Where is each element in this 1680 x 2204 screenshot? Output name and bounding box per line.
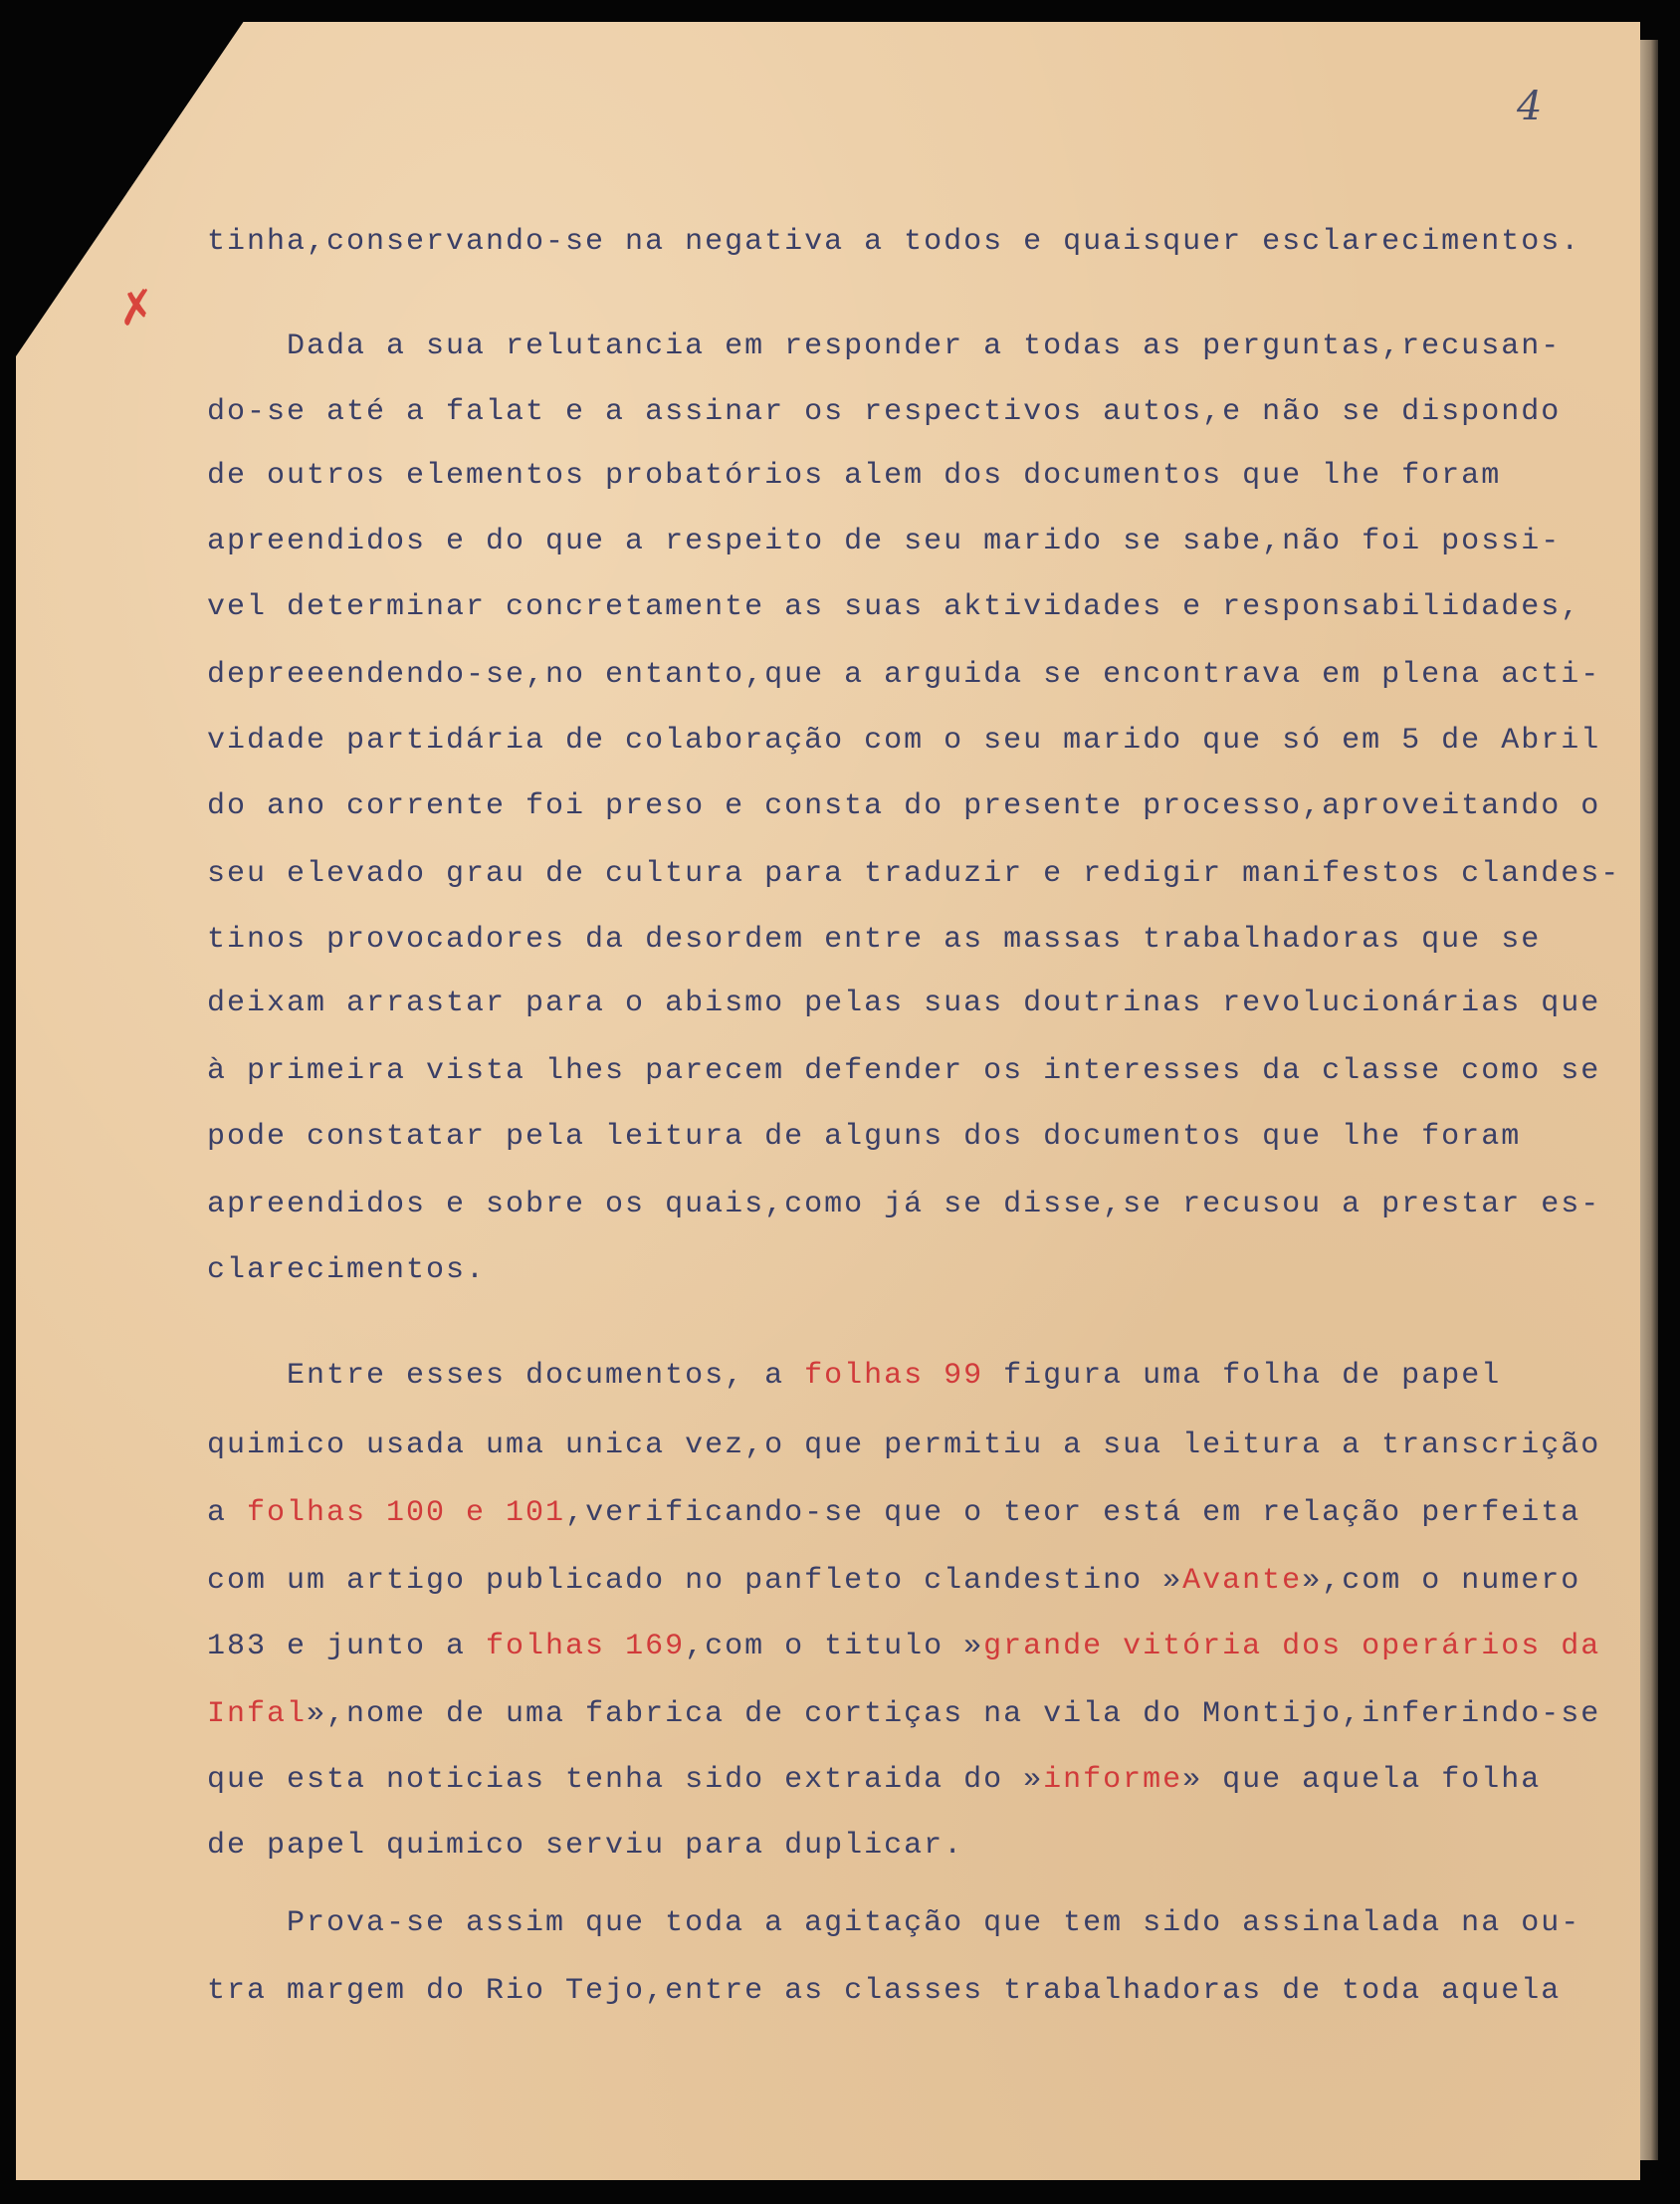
text-line: deixam arrastar para o abismo pelas suas doutrinas revolucionárias que — [207, 987, 1601, 1020]
red-reference: folhas 169 — [486, 1630, 686, 1663]
text-line: vidade partidária de colaboração com o seu marido que só em 5 de Abril — [207, 724, 1601, 758]
red-reference: folhas 100 e 101 — [247, 1496, 566, 1530]
text-segment: Entre esses documentos, a — [207, 1359, 805, 1393]
text-line: apreendidos e do que a respeito de seu marido se sabe,não foi possi- — [207, 525, 1562, 558]
text-segment: figura uma folha de papel — [983, 1359, 1502, 1393]
red-reference: folhas 99 — [804, 1359, 984, 1393]
text-line: apreendidos e sobre os quais,como já se disse,se recusou a prestar es- — [207, 1188, 1601, 1221]
text-line: vel determinar concretamente as suas aktividades e responsabilidades, — [207, 590, 1581, 624]
text-segment: com um artigo publicado no panfleto clandestino » — [207, 1564, 1183, 1598]
text-line: depreeendendo-se,no entanto,que a arguida se encontrava em plena acti- — [207, 658, 1601, 692]
page-number: 4 — [1517, 84, 1543, 129]
text-line: tinha,conservando-se na negativa a todos e quaisquer esclarecimentos. — [207, 225, 1581, 259]
text-segment: a — [207, 1496, 248, 1530]
text-line: tinos provocadores da desordem entre as massas trabalhadoras que se — [207, 923, 1542, 957]
margin-mark: ✗ — [113, 278, 160, 337]
text-line: do ano corrente foi preso e consta do presente processo,aproveitando o — [207, 789, 1601, 823]
text-line: à primeira vista lhes parecem defender os interesses da classe como se — [207, 1054, 1601, 1088]
text-line — [207, 1358, 1600, 1394]
text-line: quimico usada uma unica vez,o que permitiu a sua leitura a transcrição — [207, 1429, 1601, 1462]
text-line: seu elevado grau de cultura para traduzir e redigir manifestos clandes- — [207, 857, 1621, 891]
page-stack-edge — [1640, 40, 1658, 2160]
text-line: de papel quimico serviu para duplicar. — [207, 1829, 964, 1863]
text-line: Prova-se assim que toda a agitação que tem sido assinalada na ou- — [207, 1906, 1581, 1940]
text-line — [207, 1696, 1600, 1732]
text-segment: que esta noticias tenha sido extraida do » — [207, 1763, 1044, 1797]
text-line: de outros elementos probatórios alem dos documentos que lhe foram — [207, 459, 1502, 493]
text-line: clarecimentos. — [207, 1253, 487, 1287]
text-line — [207, 1762, 1600, 1798]
red-reference: Avante — [1182, 1564, 1303, 1598]
text-line — [207, 1629, 1600, 1664]
text-line: do-se até a falat e a assinar os respectivos autos,e não se dispondo — [207, 395, 1562, 429]
red-reference: Infal — [207, 1697, 308, 1731]
text-segment: »,com o numero — [1302, 1564, 1581, 1598]
text-segment: » que aquela folha — [1182, 1763, 1542, 1797]
text-segment: 183 e junto a — [207, 1630, 487, 1663]
text-line — [207, 1495, 1600, 1531]
text-segment: ,verificando-se que o teor está em relação perfeita — [565, 1496, 1581, 1530]
text-line — [207, 1563, 1600, 1599]
text-line: Dada a sua relutancia em responder a todas as perguntas,recusan- — [207, 330, 1562, 363]
text-segment: ,com o titulo » — [685, 1630, 984, 1663]
text-line: pode constatar pela leitura de alguns dos documentos que lhe foram — [207, 1120, 1522, 1154]
text-line: tra margem do Rio Tejo,entre as classes trabalhadoras de toda aquela — [207, 1974, 1562, 2008]
red-reference: grande vitória dos operários da — [983, 1630, 1601, 1663]
text-segment: »,nome de uma fabrica de cortiças na vila do Montijo,inferindo-se — [307, 1697, 1601, 1731]
red-reference: informe — [1043, 1763, 1183, 1797]
